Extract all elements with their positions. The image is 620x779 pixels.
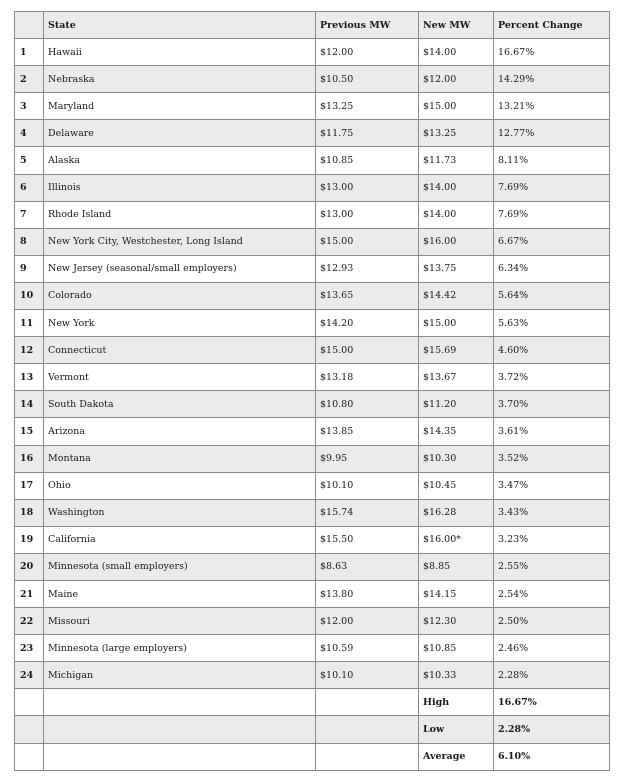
summary-label: Low <box>419 716 494 743</box>
table-row <box>15 499 610 526</box>
new-mw: $10.33 <box>419 662 494 689</box>
percent-change: 3.47% <box>494 472 610 499</box>
table-row <box>15 445 610 472</box>
new-mw: $10.45 <box>419 472 494 499</box>
new-mw: $15.69 <box>419 337 494 364</box>
new-mw: $8.85 <box>419 553 494 580</box>
summary-row <box>15 743 610 770</box>
table-row <box>15 201 610 228</box>
percent-change: 6.67% <box>494 228 610 255</box>
state-name: Washington <box>44 499 316 526</box>
state-name: Hawaii <box>44 39 316 66</box>
state-name: Minnesota (small employers) <box>44 553 316 580</box>
row-number: 15 <box>15 418 44 445</box>
table-row <box>15 282 610 309</box>
state-name: Colorado <box>44 282 316 309</box>
percent-change: 2.28% <box>494 662 610 689</box>
table-row <box>15 310 610 337</box>
previous-mw: $12.00 <box>316 39 419 66</box>
row-number: 6 <box>15 174 44 201</box>
state-name: Illinois <box>44 174 316 201</box>
table-row <box>15 174 610 201</box>
summary-empty-cell <box>15 716 44 743</box>
previous-mw: $13.85 <box>316 418 419 445</box>
header-percent-change: Percent Change <box>494 12 610 39</box>
previous-mw: $13.00 <box>316 201 419 228</box>
row-number: 12 <box>15 337 44 364</box>
previous-mw: $12.93 <box>316 255 419 282</box>
percent-change: 2.55% <box>494 553 610 580</box>
row-number: 13 <box>15 364 44 391</box>
state-name: Arizona <box>44 418 316 445</box>
state-name: New Jersey (seasonal/small employers) <box>44 255 316 282</box>
summary-value: 16.67% <box>494 689 610 716</box>
row-number: 2 <box>15 66 44 93</box>
summary-empty-cell <box>316 716 419 743</box>
row-number: 23 <box>15 635 44 662</box>
new-mw: $13.75 <box>419 255 494 282</box>
percent-change: 3.52% <box>494 445 610 472</box>
percent-change: 12.77% <box>494 120 610 147</box>
row-number: 8 <box>15 228 44 255</box>
row-number: 21 <box>15 580 44 607</box>
table-row <box>15 337 610 364</box>
new-mw: $16.00* <box>419 526 494 553</box>
state-name: Maine <box>44 580 316 607</box>
percent-change: 14.29% <box>494 66 610 93</box>
state-name: Montana <box>44 445 316 472</box>
table-row <box>15 472 610 499</box>
previous-mw: $14.20 <box>316 310 419 337</box>
state-name: Missouri <box>44 608 316 635</box>
row-number: 5 <box>15 147 44 174</box>
table-row <box>15 580 610 607</box>
state-name: California <box>44 526 316 553</box>
table-row <box>15 147 610 174</box>
new-mw: $14.00 <box>419 174 494 201</box>
table-row <box>15 608 610 635</box>
row-number: 20 <box>15 553 44 580</box>
previous-mw: $13.65 <box>316 282 419 309</box>
state-name: Connecticut <box>44 337 316 364</box>
new-mw: $10.30 <box>419 445 494 472</box>
new-mw: $12.00 <box>419 66 494 93</box>
new-mw: $10.85 <box>419 635 494 662</box>
state-name: Nebraska <box>44 66 316 93</box>
previous-mw: $8.63 <box>316 553 419 580</box>
table-row <box>15 228 610 255</box>
new-mw: $14.00 <box>419 39 494 66</box>
row-number: 22 <box>15 608 44 635</box>
previous-mw: $15.00 <box>316 337 419 364</box>
row-number: 16 <box>15 445 44 472</box>
percent-change: 3.72% <box>494 364 610 391</box>
table-row <box>15 39 610 66</box>
percent-change: 16.67% <box>494 39 610 66</box>
header-index <box>15 12 44 39</box>
state-name: Vermont <box>44 364 316 391</box>
summary-empty-cell <box>316 689 419 716</box>
summary-empty-cell <box>15 689 44 716</box>
row-number: 10 <box>15 282 44 309</box>
state-name: New York <box>44 310 316 337</box>
new-mw: $13.25 <box>419 120 494 147</box>
percent-change: 13.21% <box>494 93 610 120</box>
previous-mw: $13.25 <box>316 93 419 120</box>
row-number: 18 <box>15 499 44 526</box>
new-mw: $14.15 <box>419 580 494 607</box>
table-row <box>15 66 610 93</box>
new-mw: $15.00 <box>419 310 494 337</box>
previous-mw: $9.95 <box>316 445 419 472</box>
previous-mw: $15.50 <box>316 526 419 553</box>
previous-mw: $11.75 <box>316 120 419 147</box>
row-number: 9 <box>15 255 44 282</box>
summary-label: Average <box>419 743 494 770</box>
row-number: 7 <box>15 201 44 228</box>
header-state: State <box>44 12 316 39</box>
table-row <box>15 662 610 689</box>
table-row <box>15 553 610 580</box>
summary-empty-cell <box>44 689 316 716</box>
state-name: Rhode Island <box>44 201 316 228</box>
percent-change: 2.46% <box>494 635 610 662</box>
summary-label: High <box>419 689 494 716</box>
row-number: 1 <box>15 39 44 66</box>
state-name: South Dakota <box>44 391 316 418</box>
new-mw: $15.00 <box>419 93 494 120</box>
percent-change: 5.63% <box>494 310 610 337</box>
state-name: Maryland <box>44 93 316 120</box>
percent-change: 3.23% <box>494 526 610 553</box>
summary-row <box>15 689 610 716</box>
state-name: Michigan <box>44 662 316 689</box>
table-row <box>15 255 610 282</box>
percent-change: 3.43% <box>494 499 610 526</box>
new-mw: $16.28 <box>419 499 494 526</box>
previous-mw: $10.59 <box>316 635 419 662</box>
state-name: Ohio <box>44 472 316 499</box>
table-row <box>15 391 610 418</box>
new-mw: $14.42 <box>419 282 494 309</box>
summary-empty-cell <box>15 743 44 770</box>
percent-change: 3.70% <box>494 391 610 418</box>
table-row <box>15 120 610 147</box>
row-number: 19 <box>15 526 44 553</box>
summary-empty-cell <box>44 716 316 743</box>
percent-change: 8.11% <box>494 147 610 174</box>
summary-row <box>15 716 610 743</box>
previous-mw: $15.74 <box>316 499 419 526</box>
state-name: Alaska <box>44 147 316 174</box>
percent-change: 5.64% <box>494 282 610 309</box>
row-number: 4 <box>15 120 44 147</box>
percent-change: 6.34% <box>494 255 610 282</box>
percent-change: 3.61% <box>494 418 610 445</box>
percent-change: 4.60% <box>494 337 610 364</box>
summary-value: 2.28% <box>494 716 610 743</box>
percent-change: 7.69% <box>494 201 610 228</box>
previous-mw: $10.50 <box>316 66 419 93</box>
previous-mw: $13.80 <box>316 580 419 607</box>
table-row <box>15 418 610 445</box>
previous-mw: $10.80 <box>316 391 419 418</box>
new-mw: $12.30 <box>419 608 494 635</box>
percent-change: 2.54% <box>494 580 610 607</box>
table-row <box>15 635 610 662</box>
state-name: Minnesota (large employers) <box>44 635 316 662</box>
previous-mw: $13.00 <box>316 174 419 201</box>
row-number: 14 <box>15 391 44 418</box>
new-mw: $13.67 <box>419 364 494 391</box>
row-number: 17 <box>15 472 44 499</box>
state-name: New York City, Westchester, Long Island <box>44 228 316 255</box>
minimum-wage-table <box>14 11 610 771</box>
new-mw: $14.35 <box>419 418 494 445</box>
previous-mw: $10.85 <box>316 147 419 174</box>
table-row <box>15 526 610 553</box>
table-header-row <box>15 12 610 39</box>
summary-value: 6.10% <box>494 743 610 770</box>
previous-mw: $12.00 <box>316 608 419 635</box>
new-mw: $16.00 <box>419 228 494 255</box>
row-number: 11 <box>15 310 44 337</box>
previous-mw: $15.00 <box>316 228 419 255</box>
previous-mw: $10.10 <box>316 662 419 689</box>
previous-mw: $10.10 <box>316 472 419 499</box>
row-number: 24 <box>15 662 44 689</box>
state-name: Delaware <box>44 120 316 147</box>
table-row <box>15 364 610 391</box>
summary-empty-cell <box>44 743 316 770</box>
new-mw: $11.20 <box>419 391 494 418</box>
percent-change: 7.69% <box>494 174 610 201</box>
new-mw: $11.73 <box>419 147 494 174</box>
header-new-mw: New MW <box>419 12 494 39</box>
new-mw: $14.00 <box>419 201 494 228</box>
percent-change: 2.50% <box>494 608 610 635</box>
header-previous-mw: Previous MW <box>316 12 419 39</box>
table-row <box>15 93 610 120</box>
summary-empty-cell <box>316 743 419 770</box>
previous-mw: $13.18 <box>316 364 419 391</box>
row-number: 3 <box>15 93 44 120</box>
